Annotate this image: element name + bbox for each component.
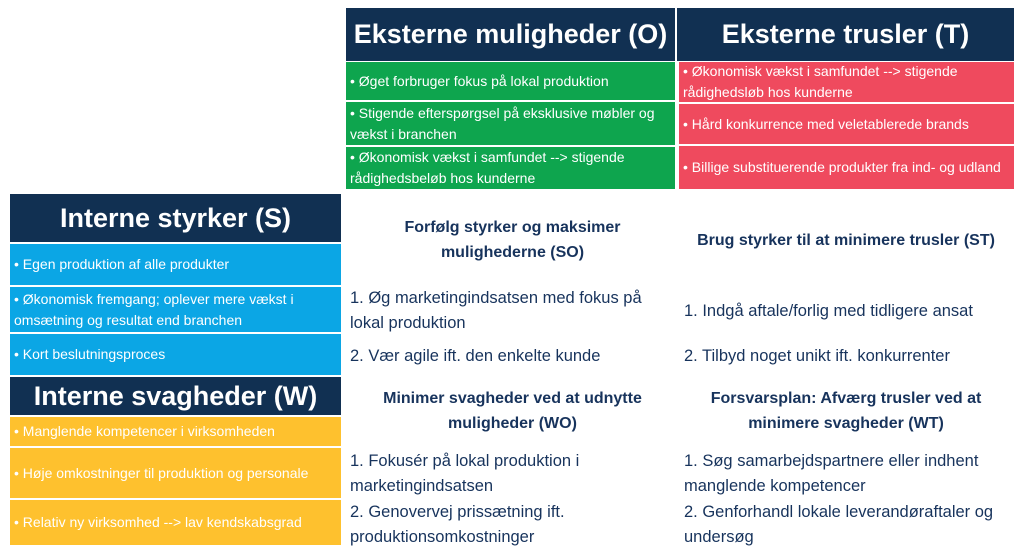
strategy-title-wt: Forsvarsplan: Afværg trusler ved at minimere svagheder (WT) <box>710 390 982 432</box>
header-weaknesses: Interne svagheder (W) <box>10 377 341 415</box>
weakness-item: • Manglende kompetencer i virksomheden <box>10 417 341 446</box>
strategy-item-wt: 2. Genforhandl lokale leverandøraftaler og undersøg <box>684 503 994 546</box>
strategy-item-st: 1. Indgå aftale/forlig med tidligere ansat <box>684 301 973 320</box>
strategy-item-wo: 1. Fokusér på lokal produktion i marketingindsatsen <box>350 452 580 495</box>
opportunity-item: • Stigende efterspørgsel på eksklusive møbler og vækst i branchen <box>346 102 675 145</box>
header-strengths: Interne styrker (S) <box>10 194 341 242</box>
strength-item: • Økonomisk fremgang; oplever mere vækst i omsætning og resultat end branchen <box>10 287 341 332</box>
weakness-item: • Høje omkostninger til produktion og personale <box>10 448 341 498</box>
strategy-item-so: 1. Øg marketingindsatsen med fokus på lokal produktion <box>350 289 642 332</box>
opportunity-item: • Økonomisk vækst i samfundet --> stigende rådighedsbeløb hos kunderne <box>346 147 675 189</box>
weakness-item: • Relativ ny virksomhed --> lav kendskabsgrad <box>10 500 341 545</box>
strategy-item-wo: 2. Genovervej prissætning ift. produktionsomkostninger <box>350 503 565 546</box>
strategy-title-wo: Minimer svagheder ved at udnytte muligheder (WO) <box>383 390 642 432</box>
strategy-title-so: Forfølg styrker og maksimer mulighederne (SO) <box>404 219 621 261</box>
strength-item: • Egen produktion af alle produkter <box>10 244 341 285</box>
strategy-title-st: Brug styrker til at minimere trusler (ST) <box>697 231 995 249</box>
threat-item: • Billige substituerende produkter fra ind- og udland <box>679 146 1014 189</box>
strategy-item-so: 2. Vær agile ift. den enkelte kunde <box>350 346 601 365</box>
strategy-item-wt: 1. Søg samarbejdspartnere eller indhent manglende kompetencer <box>684 452 979 495</box>
threat-item: • Økonomisk vækst i samfundet --> stigende rådighedsløb hos kunderne <box>679 62 1014 102</box>
strategy-item-st: 2. Tilbyd noget unikt ift. konkurrenter <box>684 346 950 365</box>
header-threats: Eksterne trusler (T) <box>677 8 1014 61</box>
threat-item: • Hård konkurrence med veletablerede brands <box>679 104 1014 144</box>
strength-item: • Kort beslutningsproces <box>10 334 341 375</box>
header-opportunities: Eksterne muligheder (O) <box>346 8 675 61</box>
opportunity-item: • Øget forbruger fokus på lokal produktion <box>346 62 675 100</box>
